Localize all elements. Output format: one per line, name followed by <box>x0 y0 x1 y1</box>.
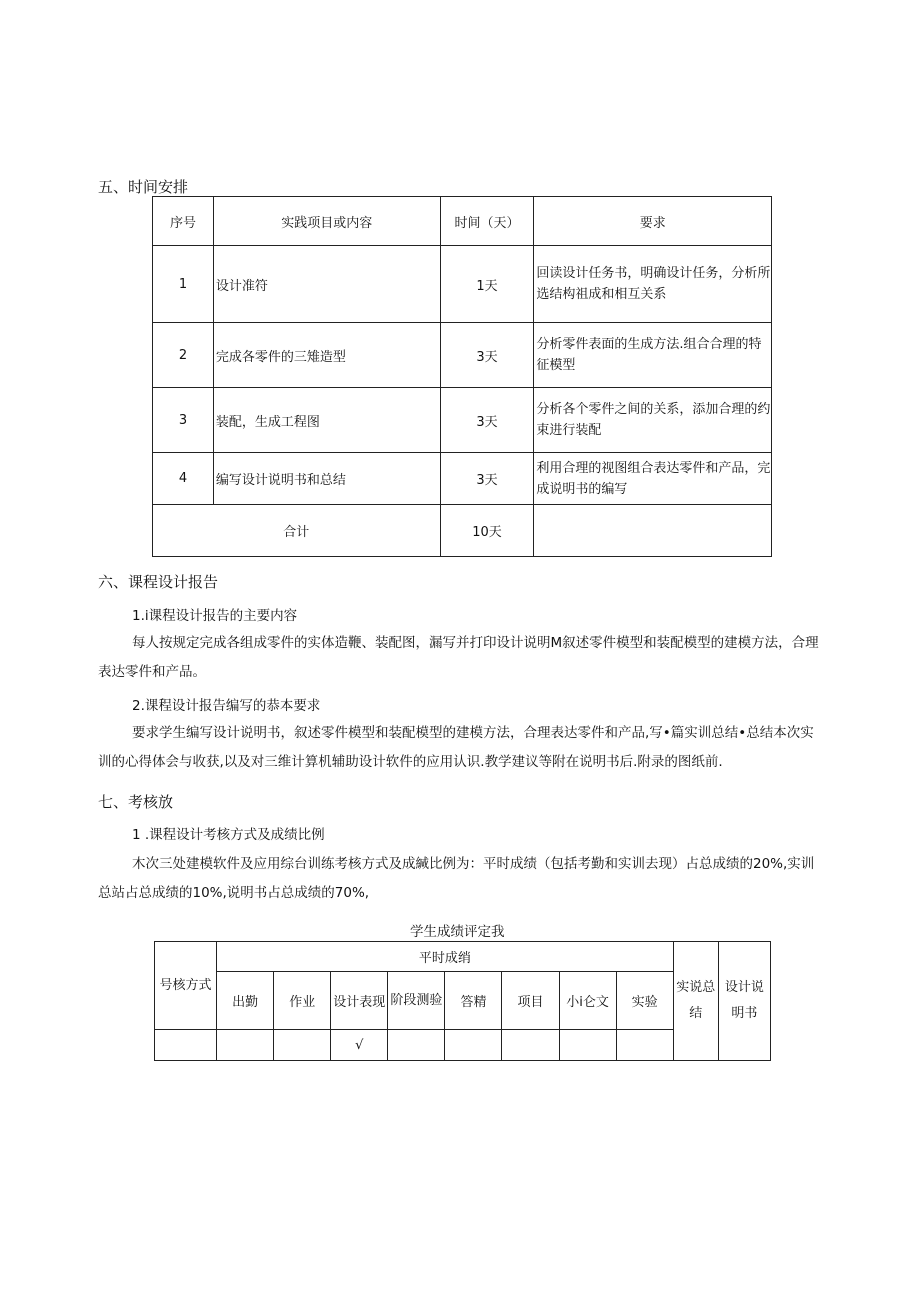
grade-check-label <box>155 1030 217 1061</box>
grade-check-cell: √ <box>331 1030 388 1061</box>
grade-sub-header: 项目 <box>502 972 559 1030</box>
schedule-total-req <box>534 505 772 557</box>
section6-title: 六、课程设计报告 <box>98 573 219 591</box>
grade-col-summary: 实说总结 <box>673 942 718 1061</box>
grade-check-cell <box>616 1030 673 1061</box>
schedule-row-time: 3天 <box>440 388 534 453</box>
grade-sub-header: 作业 <box>274 972 331 1030</box>
schedule-row-req: 分析零件表面的生成方法.组合合理的特征模型 <box>534 323 772 388</box>
schedule-row-item: 完成各零件的三雉造型 <box>213 323 440 388</box>
section5-title: 五、时间安排 <box>98 178 189 196</box>
schedule-table <box>152 196 772 557</box>
grade-check-cell <box>388 1030 445 1061</box>
grade-check-cell <box>502 1030 559 1061</box>
schedule-row-item: 装配，生成工程图 <box>213 388 440 453</box>
grade-row-header: 号核方式 <box>155 942 217 1030</box>
section7-title: 七、考核放 <box>98 793 174 811</box>
grade-sub-header: 答精 <box>445 972 502 1030</box>
schedule-row-item: 设计准符 <box>213 246 440 323</box>
schedule-row-time: 1天 <box>440 246 534 323</box>
grade-table <box>154 941 771 1061</box>
grade-table-title: 学生成绩评定我 <box>410 924 505 940</box>
grade-col-manual: 设计说明书 <box>718 942 770 1061</box>
schedule-row <box>153 323 772 388</box>
grade-sub-header: 实验 <box>616 972 673 1030</box>
section6-p1-text: 每人按规定完成各组成零件的实体造鞭、装配图，漏写并打印设计说明M叙述零件模型和装配模型的建模方法，合理表达零件和产品。 <box>98 635 819 680</box>
grade-sub-header: 阶段测验 <box>388 972 445 1030</box>
schedule-header-req: 要求 <box>534 197 772 246</box>
grade-group-header: 平时成绡 <box>217 942 674 972</box>
schedule-row <box>153 388 772 453</box>
schedule-row <box>153 453 772 505</box>
grade-check-cell <box>274 1030 331 1061</box>
schedule-row-req: 分析各个零件之间的关系，添加合理的约束进行装配 <box>534 388 772 453</box>
schedule-row-time: 3天 <box>440 453 534 505</box>
schedule-header-row <box>153 197 772 246</box>
schedule-row-time: 3天 <box>440 323 534 388</box>
section6-p1-title: 1.i课程设计报告的主要内容 <box>132 608 298 624</box>
schedule-row-req: 回读设计任务书，明确设计任务，分析所选结构祖成和相互关系 <box>534 246 772 323</box>
schedule-header-time: 时间（天） <box>440 197 534 246</box>
section6-p2-title: 2.课程设计报告编写的恭本要求 <box>132 698 321 714</box>
section7-p1-text: 木次三处建模软件及应用综台训练考核方式及成緘比例为：平时成绩（包括考勤和实训去现）占总成绩的20%,实训总站占总成绩的10%,说明书占总成绩的70%, <box>98 856 815 901</box>
grade-sub-header: 设计表现 <box>331 972 388 1030</box>
schedule-row-no: 3 <box>153 388 214 453</box>
schedule-row <box>153 246 772 323</box>
schedule-total-time: 10天 <box>440 505 534 557</box>
schedule-total-row <box>153 505 772 557</box>
schedule-header-no: 序号 <box>153 197 214 246</box>
section6-p2-text: 要求学生编写设计说明书，叙述零件模型和装配模型的建模方法，合理表达零件和产品,写•篇实训总结•总结本次实训的心得体会与收获,以及对三维计算机辅助设计软件的应用认识.教学建议等附在说明书后.附录的图纸前. <box>98 725 814 770</box>
schedule-row-no: 2 <box>153 323 214 388</box>
grade-check-cell <box>217 1030 274 1061</box>
grade-check-cell <box>559 1030 616 1061</box>
grade-check-cell <box>445 1030 502 1061</box>
grade-sub-header: 出勤 <box>217 972 274 1030</box>
schedule-total-label: 合计 <box>153 505 441 557</box>
schedule-row-no: 1 <box>153 246 214 323</box>
grade-sub-header: 小i仑文 <box>559 972 616 1030</box>
schedule-row-no: 4 <box>153 453 214 505</box>
schedule-row-item: 编写设计说明书和总结 <box>213 453 440 505</box>
schedule-header-item: 实践项目或内容 <box>213 197 440 246</box>
section7-p1-title: 1 .课程设计考核方式及成绩比例 <box>132 827 325 843</box>
schedule-row-req: 利用合理的视图组合表达零件和产品，完成说明书的编写 <box>534 453 772 505</box>
